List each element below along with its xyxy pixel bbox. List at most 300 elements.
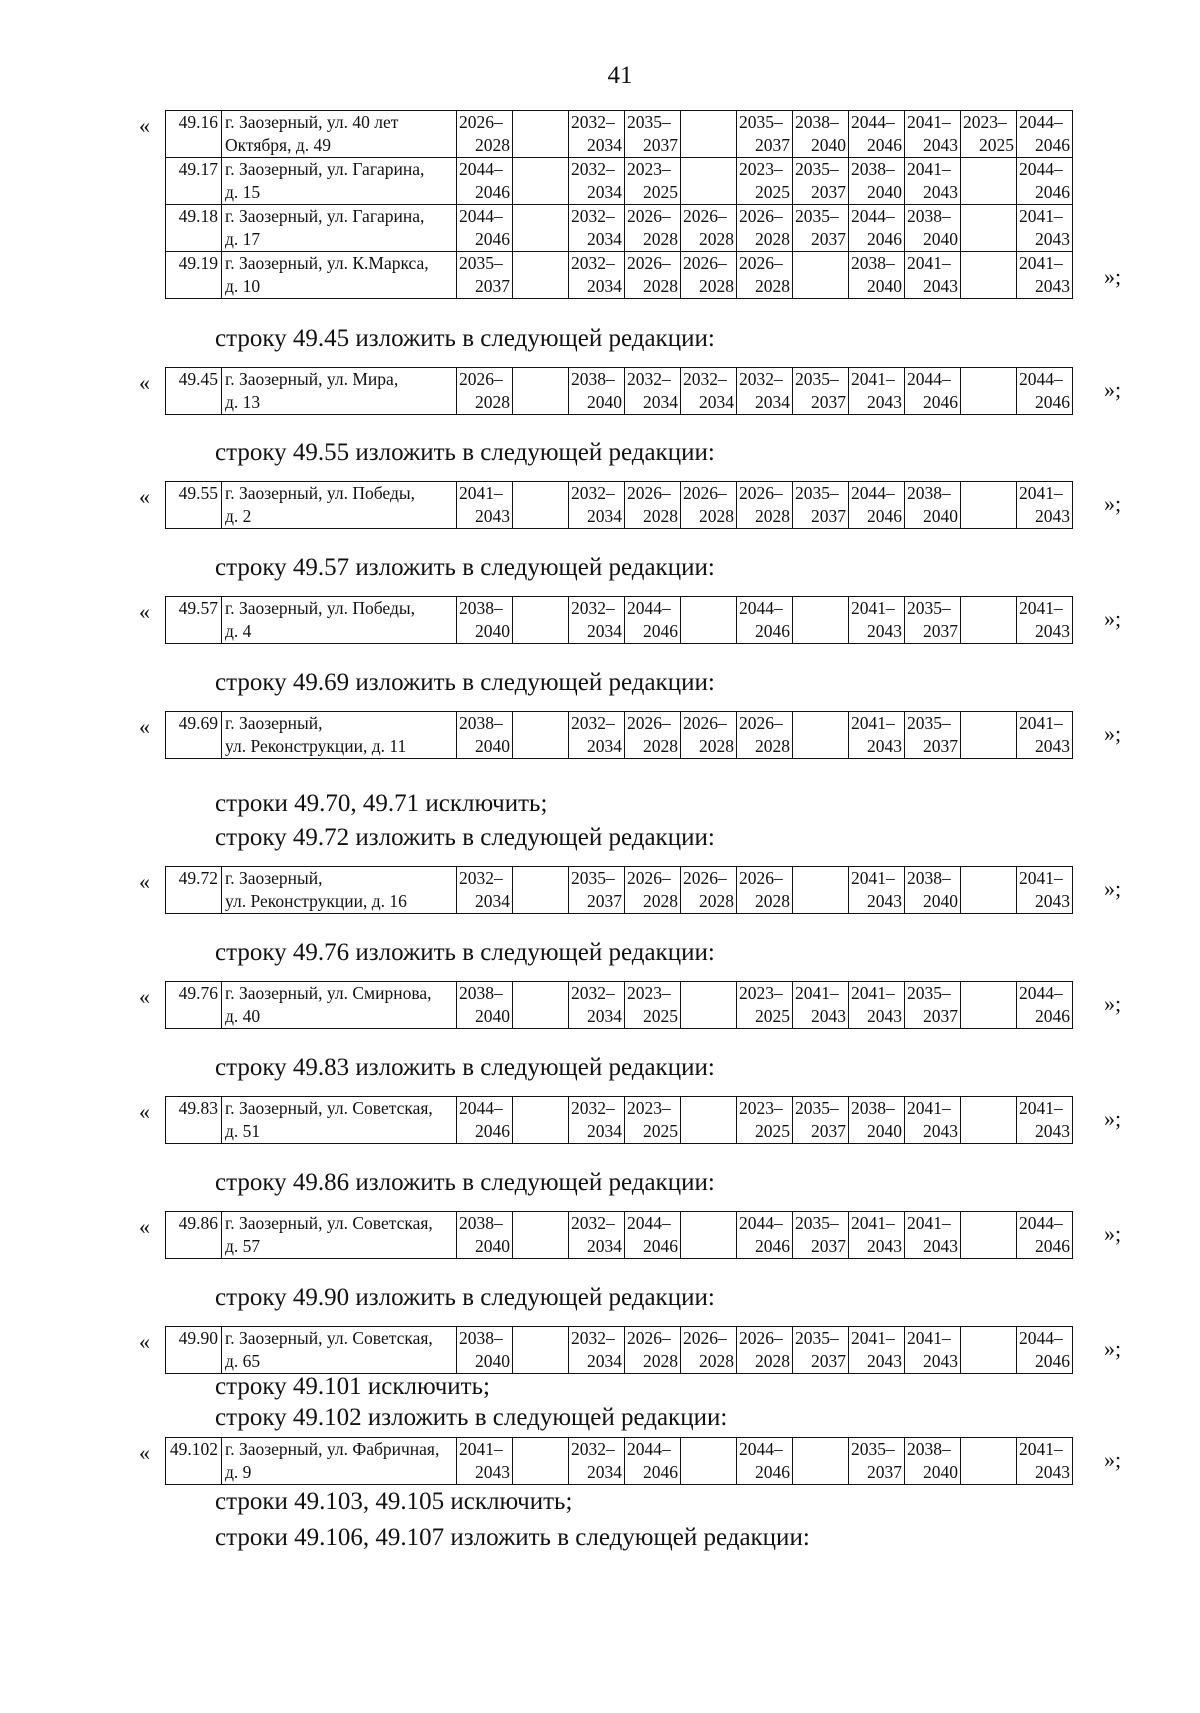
- row-number-cont: [166, 1461, 222, 1485]
- year-range-start: 2044–: [1017, 1327, 1073, 1351]
- year-range-start: 2044–: [905, 368, 961, 392]
- year-range-end: 2040: [457, 620, 513, 644]
- year-range-end: [513, 275, 569, 299]
- year-range-start: [513, 982, 569, 1006]
- row-number: 49.86: [166, 1212, 222, 1236]
- year-range-end: 2040: [457, 1350, 513, 1374]
- year-range-end: 2034: [569, 181, 625, 205]
- year-range-end: 2043: [905, 181, 961, 205]
- year-range-start: [793, 712, 849, 736]
- year-range-end: [961, 181, 1017, 205]
- address-cell-cont: д. 9: [222, 1461, 457, 1485]
- year-range-start: 2026–: [737, 712, 793, 736]
- amendment-instruction: строки 49.70, 49.71 исключить;: [215, 790, 548, 817]
- year-range-start: 2023–: [625, 158, 681, 182]
- year-range-start: 2026–: [625, 1327, 681, 1351]
- year-range-start: [513, 1097, 569, 1121]
- year-range-end: 2043: [1017, 1120, 1073, 1144]
- amendment-instruction: строку 49.72 изложить в следующей редакции:: [215, 824, 715, 851]
- year-range-start: 2041–: [849, 982, 905, 1006]
- year-range-end: 2043: [849, 620, 905, 644]
- year-range-end: 2034: [569, 620, 625, 644]
- table-row-continuation: [166, 505, 1073, 529]
- table-row-continuation: [166, 1235, 1073, 1259]
- year-range-end: 2046: [625, 1235, 681, 1259]
- year-range-start: [681, 982, 737, 1006]
- table-row-continuation: [166, 1350, 1073, 1374]
- year-range-end: 2040: [905, 1461, 961, 1485]
- opening-quote: «: [139, 1214, 150, 1239]
- table-row: [166, 1327, 1073, 1351]
- closing-quote: »;: [1104, 606, 1122, 631]
- year-range-start: [961, 158, 1017, 182]
- year-range-start: 2038–: [905, 1438, 961, 1462]
- year-range-end: 2028: [625, 890, 681, 914]
- year-range-end: 2034: [569, 1350, 625, 1374]
- year-range-start: 2032–: [569, 1212, 625, 1236]
- year-range-start: 2026–: [625, 867, 681, 891]
- year-range-end: 2040: [569, 391, 625, 415]
- year-range-start: 2023–: [737, 1097, 793, 1121]
- year-range-start: 2035–: [793, 482, 849, 506]
- year-range-start: 2026–: [737, 867, 793, 891]
- year-range-end: 2046: [849, 228, 905, 252]
- year-range-end: 2046: [849, 505, 905, 529]
- year-range-end: 2043: [905, 1235, 961, 1259]
- year-range-start: 2035–: [737, 111, 793, 135]
- year-range-end: 2028: [625, 275, 681, 299]
- year-range-end: 2028: [681, 1350, 737, 1374]
- schedule-table: [165, 866, 1073, 914]
- year-range-end: 2043: [905, 1350, 961, 1374]
- year-range-start: [961, 1212, 1017, 1236]
- year-range-end: 2028: [625, 505, 681, 529]
- year-range-end: 2028: [457, 134, 513, 158]
- year-range-start: 2041–: [905, 158, 961, 182]
- address-cell: г. Заозерный, ул. 40 лет: [222, 111, 457, 135]
- year-range-end: 2043: [793, 1005, 849, 1029]
- year-range-start: 2041–: [1017, 482, 1073, 506]
- year-range-end: 2043: [849, 391, 905, 415]
- year-range-start: 2032–: [569, 712, 625, 736]
- amendment-instruction: строки 49.106, 49.107 изложить в следующей редакции:: [215, 1524, 810, 1551]
- year-range-end: [961, 1235, 1017, 1259]
- year-range-end: 2028: [737, 505, 793, 529]
- year-range-end: [513, 735, 569, 759]
- address-cell: г. Заозерный, ул. Победы,: [222, 482, 457, 506]
- year-range-start: 2041–: [905, 111, 961, 135]
- year-range-start: 2044–: [457, 205, 513, 229]
- year-range-end: 2040: [457, 735, 513, 759]
- schedule-table: [165, 1096, 1073, 1144]
- table-row: [166, 1212, 1073, 1236]
- year-range-start: 2041–: [849, 1212, 905, 1236]
- year-range-end: [513, 1350, 569, 1374]
- year-range-start: 2026–: [737, 482, 793, 506]
- schedule-table: [165, 481, 1073, 529]
- year-range-start: 2026–: [681, 205, 737, 229]
- year-range-start: 2041–: [1017, 252, 1073, 276]
- year-range-start: 2044–: [849, 482, 905, 506]
- year-range-start: 2041–: [849, 867, 905, 891]
- closing-quote: »;: [1104, 1106, 1122, 1131]
- year-range-end: 2043: [1017, 505, 1073, 529]
- year-range-start: 2044–: [737, 1438, 793, 1462]
- year-range-end: 2046: [737, 620, 793, 644]
- year-range-start: 2026–: [681, 1327, 737, 1351]
- year-range-end: 2028: [737, 890, 793, 914]
- year-range-end: [961, 735, 1017, 759]
- year-range-start: 2035–: [457, 252, 513, 276]
- amendment-instruction: строку 49.69 изложить в следующей редакции:: [215, 669, 715, 696]
- year-range-start: [681, 1438, 737, 1462]
- address-cell-cont: ул. Реконструкции, д. 16: [222, 890, 457, 914]
- year-range-end: 2043: [1017, 735, 1073, 759]
- year-range-end: 2043: [1017, 1461, 1073, 1485]
- table-row: [166, 597, 1073, 621]
- year-range-start: 2044–: [1017, 368, 1073, 392]
- year-range-end: 2043: [905, 275, 961, 299]
- year-range-start: 2035–: [793, 1327, 849, 1351]
- year-range-end: [681, 1120, 737, 1144]
- address-cell: г. Заозерный, ул. Гагарина,: [222, 205, 457, 229]
- row-number-cont: [166, 1120, 222, 1144]
- closing-quote: »;: [1104, 1221, 1122, 1246]
- year-range-start: 2026–: [625, 252, 681, 276]
- address-cell: г. Заозерный, ул. Смирнова,: [222, 982, 457, 1006]
- opening-quote: «: [139, 1099, 150, 1124]
- year-range-start: 2041–: [849, 1327, 905, 1351]
- year-range-end: 2043: [1017, 890, 1073, 914]
- year-range-start: 2044–: [737, 597, 793, 621]
- year-range-end: 2025: [737, 181, 793, 205]
- address-cell-cont: ул. Реконструкции, д. 11: [222, 735, 457, 759]
- year-range-end: 2028: [457, 391, 513, 415]
- row-number-cont: [166, 1005, 222, 1029]
- table-row: [166, 982, 1073, 1006]
- year-range-end: [961, 505, 1017, 529]
- year-range-end: [513, 228, 569, 252]
- schedule-table: [165, 981, 1073, 1029]
- year-range-start: 2026–: [681, 482, 737, 506]
- year-range-end: 2046: [737, 1235, 793, 1259]
- year-range-start: 2035–: [793, 1212, 849, 1236]
- table-row: [166, 368, 1073, 392]
- year-range-end: 2034: [737, 391, 793, 415]
- year-range-start: [513, 252, 569, 276]
- year-range-start: 2038–: [849, 252, 905, 276]
- year-range-end: [513, 391, 569, 415]
- year-range-end: 2028: [681, 890, 737, 914]
- schedule-table: [165, 1211, 1073, 1259]
- year-range-start: 2038–: [457, 597, 513, 621]
- address-cell: г. Заозерный,: [222, 712, 457, 736]
- address-cell: г. Заозерный, ул. Советская,: [222, 1212, 457, 1236]
- year-range-end: 2034: [457, 890, 513, 914]
- year-range-start: 2026–: [681, 867, 737, 891]
- year-range-end: 2025: [625, 1005, 681, 1029]
- address-cell-cont: д. 51: [222, 1120, 457, 1144]
- table-row-continuation: [166, 181, 1073, 205]
- year-range-start: 2032–: [569, 982, 625, 1006]
- year-range-start: [513, 597, 569, 621]
- year-range-start: 2044–: [849, 205, 905, 229]
- closing-quote: »;: [1104, 991, 1122, 1016]
- row-number: 49.19: [166, 252, 222, 276]
- opening-quote: «: [139, 1329, 150, 1354]
- year-range-end: 2037: [569, 890, 625, 914]
- row-number-cont: [166, 1350, 222, 1374]
- year-range-end: 2043: [849, 1235, 905, 1259]
- year-range-end: [793, 620, 849, 644]
- year-range-end: 2040: [905, 505, 961, 529]
- year-range-start: 2038–: [905, 867, 961, 891]
- amendment-instruction: строку 49.57 изложить в следующей редакции:: [215, 554, 715, 581]
- year-range-start: 2038–: [849, 158, 905, 182]
- table-row-continuation: [166, 228, 1073, 252]
- row-number: 49.72: [166, 867, 222, 891]
- year-range-end: 2040: [793, 134, 849, 158]
- address-cell-cont: д. 10: [222, 275, 457, 299]
- year-range-end: 2028: [681, 505, 737, 529]
- row-number-cont: [166, 228, 222, 252]
- year-range-end: 2037: [793, 505, 849, 529]
- address-cell: г. Заозерный, ул. К.Маркса,: [222, 252, 457, 276]
- schedule-table: [165, 110, 1073, 299]
- year-range-start: 2026–: [737, 252, 793, 276]
- year-range-start: [961, 368, 1017, 392]
- row-number: 49.69: [166, 712, 222, 736]
- address-cell-cont: д. 13: [222, 391, 457, 415]
- year-range-end: [681, 620, 737, 644]
- row-number: 49.76: [166, 982, 222, 1006]
- year-range-start: 2032–: [569, 1097, 625, 1121]
- year-range-end: [961, 890, 1017, 914]
- year-range-start: 2041–: [1017, 867, 1073, 891]
- year-range-end: 2034: [569, 505, 625, 529]
- year-range-end: 2025: [625, 1120, 681, 1144]
- table-row: [166, 205, 1073, 229]
- year-range-start: 2041–: [905, 1327, 961, 1351]
- year-range-end: [681, 134, 737, 158]
- closing-quote: »;: [1104, 721, 1122, 746]
- year-range-start: 2044–: [625, 1438, 681, 1462]
- year-range-end: 2028: [681, 735, 737, 759]
- year-range-end: 2043: [457, 1461, 513, 1485]
- year-range-start: 2041–: [905, 1212, 961, 1236]
- row-number: 49.83: [166, 1097, 222, 1121]
- year-range-end: 2028: [625, 735, 681, 759]
- year-range-end: [793, 275, 849, 299]
- year-range-start: 2026–: [457, 111, 513, 135]
- year-range-end: [793, 890, 849, 914]
- year-range-end: 2037: [737, 134, 793, 158]
- year-range-end: 2040: [905, 890, 961, 914]
- year-range-start: 2035–: [625, 111, 681, 135]
- year-range-end: 2034: [625, 391, 681, 415]
- year-range-end: 2046: [905, 391, 961, 415]
- year-range-start: [513, 158, 569, 182]
- year-range-end: 2037: [793, 1120, 849, 1144]
- row-number-cont: [166, 1235, 222, 1259]
- opening-quote: «: [139, 1440, 150, 1465]
- table-row-continuation: [166, 1005, 1073, 1029]
- address-cell-cont: д. 57: [222, 1235, 457, 1259]
- year-range-end: [513, 505, 569, 529]
- year-range-start: 2032–: [569, 252, 625, 276]
- table-row: [166, 111, 1073, 135]
- year-range-start: 2032–: [569, 158, 625, 182]
- year-range-start: 2032–: [569, 111, 625, 135]
- year-range-end: [513, 1120, 569, 1144]
- address-cell-cont: д. 65: [222, 1350, 457, 1374]
- year-range-start: [513, 1438, 569, 1462]
- address-cell: г. Заозерный, ул. Гагарина,: [222, 158, 457, 182]
- year-range-end: [961, 620, 1017, 644]
- year-range-end: 2028: [737, 275, 793, 299]
- year-range-end: [513, 181, 569, 205]
- year-range-end: 2025: [737, 1120, 793, 1144]
- table-row: [166, 482, 1073, 506]
- year-range-end: 2043: [849, 735, 905, 759]
- opening-quote: «: [139, 599, 150, 624]
- row-number: 49.90: [166, 1327, 222, 1351]
- table-row: [166, 867, 1073, 891]
- address-cell: г. Заозерный, ул. Победы,: [222, 597, 457, 621]
- year-range-end: [961, 228, 1017, 252]
- year-range-start: 2032–: [737, 368, 793, 392]
- row-number-cont: [166, 181, 222, 205]
- year-range-start: 2023–: [961, 111, 1017, 135]
- year-range-start: [681, 158, 737, 182]
- closing-quote: »;: [1104, 876, 1122, 901]
- table-row: [166, 1097, 1073, 1121]
- year-range-start: 2026–: [625, 712, 681, 736]
- year-range-start: 2038–: [849, 1097, 905, 1121]
- year-range-end: [681, 1005, 737, 1029]
- year-range-end: 2037: [793, 181, 849, 205]
- year-range-start: [513, 482, 569, 506]
- year-range-end: 2037: [793, 228, 849, 252]
- year-range-start: [793, 867, 849, 891]
- year-range-start: 2035–: [905, 597, 961, 621]
- year-range-end: 2034: [569, 1120, 625, 1144]
- row-number-cont: [166, 505, 222, 529]
- year-range-start: 2032–: [569, 597, 625, 621]
- table-row-continuation: [166, 1120, 1073, 1144]
- year-range-end: 2037: [905, 735, 961, 759]
- year-range-end: 2034: [569, 275, 625, 299]
- year-range-start: [681, 111, 737, 135]
- table-row-continuation: [166, 1461, 1073, 1485]
- year-range-start: 2041–: [1017, 1097, 1073, 1121]
- year-range-start: [961, 1327, 1017, 1351]
- year-range-start: 2026–: [681, 252, 737, 276]
- year-range-end: [513, 1461, 569, 1485]
- amendment-instruction: строку 49.102 изложить в следующей редакции:: [215, 1404, 728, 1431]
- year-range-end: 2046: [1017, 181, 1073, 205]
- schedule-table: [165, 1437, 1073, 1485]
- year-range-start: [961, 205, 1017, 229]
- year-range-start: 2041–: [1017, 712, 1073, 736]
- address-cell-cont: Октября, д. 49: [222, 134, 457, 158]
- year-range-start: 2032–: [569, 205, 625, 229]
- year-range-end: 2028: [737, 228, 793, 252]
- table-row: [166, 252, 1073, 276]
- year-range-start: [961, 252, 1017, 276]
- year-range-end: 2040: [849, 275, 905, 299]
- year-range-start: 2038–: [905, 205, 961, 229]
- year-range-end: 2043: [1017, 228, 1073, 252]
- year-range-end: [961, 1120, 1017, 1144]
- closing-quote: »;: [1104, 264, 1122, 289]
- year-range-start: 2044–: [1017, 111, 1073, 135]
- row-number: 49.55: [166, 482, 222, 506]
- address-cell-cont: д. 40: [222, 1005, 457, 1029]
- year-range-start: 2023–: [737, 982, 793, 1006]
- year-range-start: 2044–: [1017, 158, 1073, 182]
- year-range-start: [961, 982, 1017, 1006]
- amendment-instruction: строку 49.76 изложить в следующей редакции:: [215, 939, 715, 966]
- year-range-start: 2041–: [457, 1438, 513, 1462]
- year-range-end: 2025: [625, 181, 681, 205]
- year-range-start: 2044–: [625, 597, 681, 621]
- year-range-start: [513, 368, 569, 392]
- year-range-end: 2037: [793, 1350, 849, 1374]
- year-range-end: 2034: [569, 735, 625, 759]
- year-range-end: 2046: [1017, 1005, 1073, 1029]
- amendment-instruction: строку 49.101 исключить;: [215, 1373, 490, 1400]
- year-range-start: 2035–: [905, 712, 961, 736]
- amendment-instruction: строку 49.45 изложить в следующей редакции:: [215, 325, 715, 352]
- year-range-start: 2035–: [569, 867, 625, 891]
- year-range-end: 2037: [793, 1235, 849, 1259]
- year-range-start: 2035–: [905, 982, 961, 1006]
- address-cell-cont: д. 2: [222, 505, 457, 529]
- year-range-end: 2046: [457, 1120, 513, 1144]
- year-range-end: 2028: [737, 735, 793, 759]
- year-range-start: [513, 1327, 569, 1351]
- schedule-table: [165, 1326, 1073, 1374]
- year-range-end: [513, 1235, 569, 1259]
- year-range-start: 2023–: [625, 982, 681, 1006]
- year-range-end: [961, 275, 1017, 299]
- year-range-end: 2046: [457, 181, 513, 205]
- year-range-start: 2026–: [737, 205, 793, 229]
- year-range-end: 2028: [681, 228, 737, 252]
- year-range-end: [961, 1350, 1017, 1374]
- year-range-start: 2032–: [625, 368, 681, 392]
- year-range-start: 2041–: [849, 368, 905, 392]
- year-range-start: [961, 867, 1017, 891]
- year-range-end: 2034: [569, 228, 625, 252]
- year-range-end: 2046: [1017, 1235, 1073, 1259]
- year-range-start: 2041–: [457, 482, 513, 506]
- year-range-start: [793, 252, 849, 276]
- row-number: 49.45: [166, 368, 222, 392]
- year-range-start: [513, 867, 569, 891]
- year-range-end: 2037: [793, 391, 849, 415]
- year-range-end: 2043: [849, 890, 905, 914]
- year-range-start: 2044–: [1017, 982, 1073, 1006]
- year-range-end: 2046: [625, 620, 681, 644]
- year-range-end: 2043: [457, 505, 513, 529]
- year-range-start: 2038–: [905, 482, 961, 506]
- year-range-end: [793, 1461, 849, 1485]
- year-range-end: [513, 134, 569, 158]
- year-range-end: 2046: [625, 1461, 681, 1485]
- year-range-end: 2046: [1017, 134, 1073, 158]
